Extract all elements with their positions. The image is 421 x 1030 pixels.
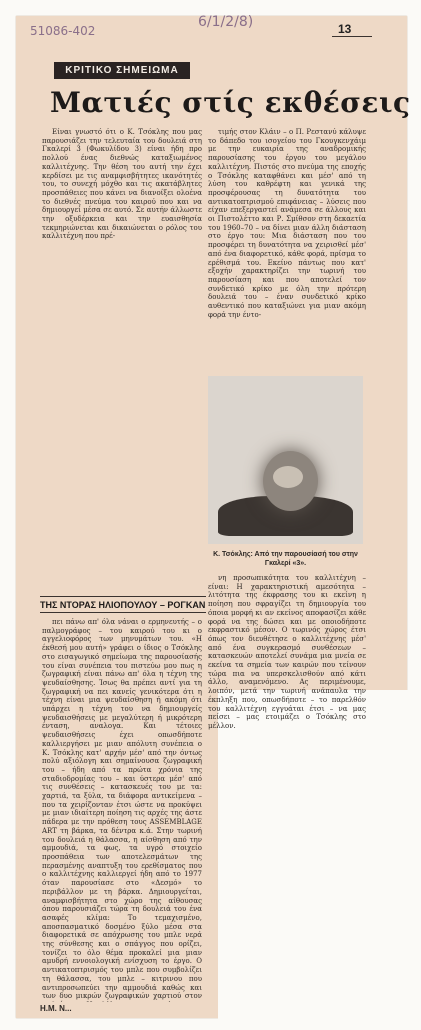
exhibition-photo [208,376,363,544]
photo-caption: Κ. Τσόκλης: Από την παρουσίασή του στην Γκαλερί «3». [213,551,358,567]
page-number: 13 [338,22,352,36]
photo-highlight [273,466,303,488]
author-signature: Η.Μ. Ν... [40,1004,72,1013]
handwritten-date: 6/1/2/8) [198,14,254,30]
byline-rule [40,612,206,613]
column-right-top [208,128,366,372]
header-rule [332,36,372,37]
byline: ΤΗΣ ΝΤΟΡΑΣ ΗΛΙΟΠΟΥΛΟΥ – ΡΟΓΚΑΝ [40,600,206,610]
headline: Ματιές στίς εκθέσεις [50,86,411,119]
column-right-bottom [208,574,366,814]
column-left-top [42,128,202,594]
section-banner: ΚΡΙΤΙΚΟ ΣΗΜΕΙΩΜΑ [54,62,190,79]
article-paragraph: Είναι γνωστό ότι ο Κ. Τσόκλης που μας παρουσιάζει την τελευταία του δουλειά στη Γκαλερί 3 (Φωκυλίδου 3) είναι ήδη προ πολλού ένας διεθνώς καταξιωμένος καλλιτέχνης. Την θέση του αυτή την έχει κερδίσει με τις αναμφισβήτητες ικανότητές του, το συνεχή μόχθο και τις ακατάβλητες προσπάθειες που κάνει να διανοίξει ολοένα το διεθνές πνεύμα του καιρού που και να δημιουργεί μέσα σε αυτό. Σε αυτήν άλλωστε την οξυδέρκεια και την ευαισθησία τεκμηριώνεται και δικαιώνεται ο ρόλος του καλλιτέχνη που πρέ- [42,128,202,241]
article-paragraph: τιμής στον Κλάιν – ο Π. Ρεστανύ κάλυψε το δάπεδο του ισογείου του Γκουγκενχάιμ με την ευκαιρία της αναδρομικής παρουσίασης του έργου του μεγάλου καλλιτέχνη. Πιστός στο πνεύμα της εποχής ο Τσόκλης καταφθάνει και μέσ' από τη λύση του καθρέφτη και γενικά της προσφέρουσας τη δυνατότητα του αντικατοπτρισμού επιφάνειας – λύσεις που είχαν επεξεργαστεί ανάμεσα σε άλλους και οι Πιστολέττο και Ρ. Σμίθσον στη δεκαετία του 1960–70 – να δίνει μιαν άλλη διάσταση στο έργο του: Μια διάσταση που του προσφέρει τη δυνατότητα να χειρισθεί μέσ' από ένα διαφορετικό, κάθε φορά, πρίσμα το ερέθισμά του. Εκείνο πάντως που κατ' εξοχήν χαρακτηρίζει την τωρινή του παρουσίαση και που αποτελεί τον συνδετικό κρίκο με όλη την πρότερη δουλειά του – έναν συνδετικό κρίκο αυθεντικό που καταξιώνει για μιαν ακόμη φορά την έντο- [208,128,366,319]
column-left-bottom [42,618,202,1002]
article-paragraph: νη προσωπικότητα του καλλιτέχνη – είναι: Η χαρακτηριστική αμεσότητα – λιτότητα της έκφρασης του κι εκείνη η ποίηση που σφραγίζει τη δημιουργία του όποια μορφή κι αν εκείνος αποφασίζει κάθε φορά να της δώσει και με οποιοδήποτε εκφραστικό μέσον. Ο τωρινός χώρος έτσι όπως τον διευθέτησε ο καλλιτέχνης μέσ' από ένα συγκερασμό συνθέσεων – κατασκευών αποτελεί συνάμα μια μνεία σε εκείνα τα σημεία των καιρών που τείνουν τώρα πια να υπερσκελισθούν από κάτι άλλο, αναμενόμενο. Ας περιμένουμε, λοιπόν, μετά την τωρινή ανάπαυλα την έκπληξη που, οπωσδήποτε – το παρελθόν του καλλιτέχνη εγγυάται έτσι – να μας πείσει – μας ετοιμάζει ο Τσόκλης στο μέλλον. [208,574,366,730]
archive-code: 51086-402 [30,24,96,38]
byline-rule [40,596,206,597]
article-paragraph: πει πάνω απ' όλα νάναι ο ερμηνευτής – ο παλμογράφος – του καιρού του κι ο αγγελιοφόρος των μηνυμάτων του. «Η έκθεσή μου αυτή» γράφει ο ίδιος ο Τσόκλης στο εισαγωγικό σημείωμα της παρουσίασής του είναι συνέπεια του πιστεύω μου πως η ζωγραφική είναι πάνω απ' όλα η τέχνη της ψευδαίσθησης. Ίσως θα πρέπει αντί για τη ζωγραφική να πει κανείς γενικότερα ότι η τέχνη είναι μια ψευδαίσθηση ή ακόμη ότι υπάρχει η τέχνη του να δημιουργείς ψευδαισθήσεις με μεγαλύτερη ή μικρότερη ένταση, αναλογα. Και τέτοιες ψευδαισθήσεις έχει οπωσδήποτε καλλιεργήσει με μιαν απόλυτη συνέπεια ο Κ. Τσόκλης κατ' αρχήν μέσ' από την όντως πολύ αξιόλογη και σημαίνουσα ζωγραφική του – ήδη από τα πρώτα χρόνια της σταδιοδρομίας του – και ύστερα μέσ' από τις συνθέσεις – κατασκευές του με τα: χαρτιά, τα ξύλα, τα διάφορα αντικείμενα – που τα χειρίζονταν έτσι ώστε να προκύψει με μιαν ιδιαίτερη ποίηση τις αρχές της άστε πάδερα με την πρόθεση τους ASSEMBLAGE ART τη βάρκα, τα δέντρα κ.ά. Στην τωρινή του δουλειά η θάλασσα, η αίσθηση από την αμμουδιά, τα φως, τα υγρό στοιχείο προσπάθεια των αποτελεσμάτων της περασμένης αναπτυξη του ερεθίσματος που ο καλλιτέχνης καλλιεργεί ήδη από το 1977 όταν παρουσίασε στο «Δεσμό» το περιβάλλον με τη βάρκα. Δημιουργείται, αναμφισβήτητα στο χώρο της αίθουσας όπου παρουσιάζει τώρα τη δουλειά του ένα ασαφές κλίμα: Το τεμαχισμένο, αποσπασματικό δοσμένο ξύλο μέσα στα διαφορετικά σε απόχρωσης του μπλε νερά της σύνθεσης και ο σπάγγος που ορίζει, τονίζει το όλο θέμα προκαλεί μια μιαν αμυδρή εννοιολογική ενίσχυση το έργο. Ο αντικατοπτρισμός του μπλε που συμβολίζει τη θάλασσα, του μπλε – κιτρινου που αντιπροσωπεύει την αμμουδιά καθώς και των δυο μικρών ζωγραφικών χαρτιού στον [42,618,202,1001]
